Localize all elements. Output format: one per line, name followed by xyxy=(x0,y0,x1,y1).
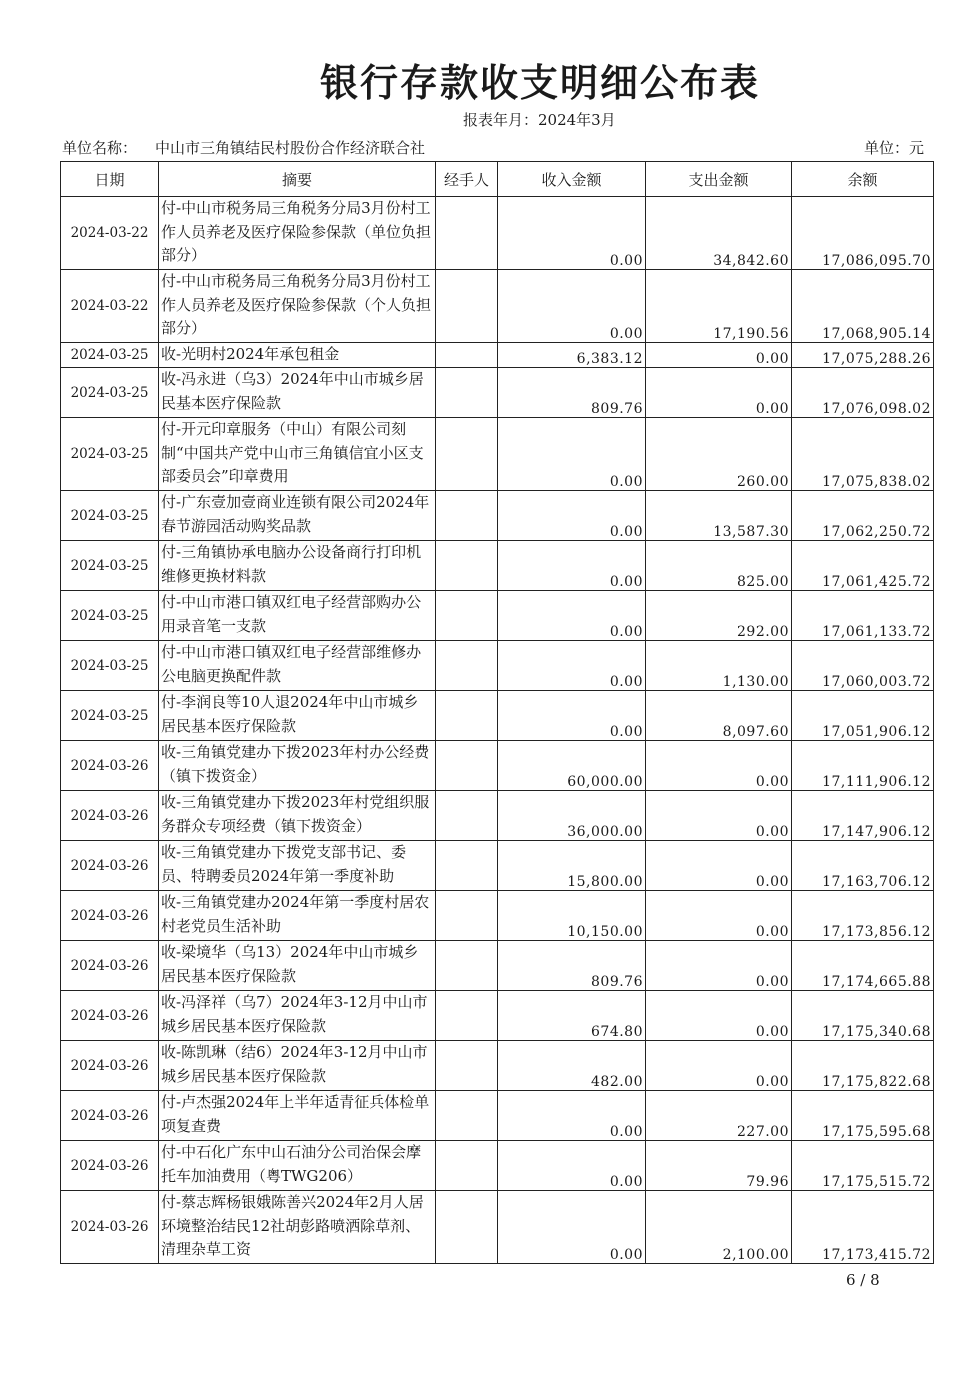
cell-expense: 34,842.60 xyxy=(646,197,792,270)
cell-income: 36,000.00 xyxy=(498,791,646,841)
cell-income: 674.80 xyxy=(498,991,646,1041)
cell-summary: 付-中山市港口镇双红电子经营部维修办公电脑更换配件款 xyxy=(159,641,436,691)
cell-income: 0.00 xyxy=(498,491,646,541)
cell-date: 2024-03-26 xyxy=(61,791,159,841)
cell-expense: 17,190.56 xyxy=(646,270,792,343)
cell-handler xyxy=(436,691,498,741)
table-row xyxy=(61,741,934,791)
cell-income: 0.00 xyxy=(498,541,646,591)
cell-summary: 收-梁境华（乌13）2024年中山市城乡居民基本医疗保险款 xyxy=(159,941,436,991)
cell-summary: 付-中石化广东中山石油分公司治保会摩托车加油费用（粤TWG206） xyxy=(159,1141,436,1191)
table-header-row xyxy=(61,162,934,197)
cell-balance: 17,075,838.02 xyxy=(792,418,934,491)
cell-handler xyxy=(436,991,498,1041)
cell-handler xyxy=(436,491,498,541)
cell-balance: 17,175,822.68 xyxy=(792,1041,934,1091)
cell-summary: 收-三角镇党建办下拨党支部书记、委员、特聘委员2024年第一季度补助 xyxy=(159,841,436,891)
cell-income: 0.00 xyxy=(498,418,646,491)
cell-date: 2024-03-22 xyxy=(61,197,159,270)
table-row xyxy=(61,1041,934,1091)
table-row xyxy=(61,841,934,891)
cell-date: 2024-03-25 xyxy=(61,343,159,368)
cell-balance: 17,174,665.88 xyxy=(792,941,934,991)
cell-date: 2024-03-26 xyxy=(61,1041,159,1091)
cell-handler xyxy=(436,791,498,841)
cell-balance: 17,086,095.70 xyxy=(792,197,934,270)
header-summary: 摘要 xyxy=(159,162,436,197)
cell-income: 15,800.00 xyxy=(498,841,646,891)
cell-handler xyxy=(436,1091,498,1141)
unit-name-line xyxy=(62,137,425,158)
ledger-table xyxy=(60,161,934,1264)
cell-income: 0.00 xyxy=(498,691,646,741)
header-expense: 支出金额 xyxy=(646,162,792,197)
cell-summary: 付-广东壹加壹商业连锁有限公司2024年春节游园活动购奖品款 xyxy=(159,491,436,541)
table-row xyxy=(61,541,934,591)
cell-date: 2024-03-26 xyxy=(61,741,159,791)
table-row xyxy=(61,368,934,418)
cell-expense: 227.00 xyxy=(646,1091,792,1141)
cell-expense: 825.00 xyxy=(646,541,792,591)
currency-unit: 单位：元 xyxy=(863,139,924,157)
table-row xyxy=(61,641,934,691)
table-row xyxy=(61,691,934,741)
cell-date: 2024-03-26 xyxy=(61,1091,159,1141)
table-row xyxy=(61,791,934,841)
cell-summary: 收-三角镇党建办下拨2023年村办公经费（镇下拨资金） xyxy=(159,741,436,791)
cell-expense: 8,097.60 xyxy=(646,691,792,741)
cell-income: 6,383.12 xyxy=(498,343,646,368)
cell-balance: 17,060,003.72 xyxy=(792,641,934,691)
cell-balance: 17,175,595.68 xyxy=(792,1091,934,1141)
cell-expense: 13,587.30 xyxy=(646,491,792,541)
cell-handler xyxy=(436,343,498,368)
cell-summary: 付-中山市税务局三角税务分局3月份村工作人员养老及医疗保险参保款（个人负担部分） xyxy=(159,270,436,343)
cell-date: 2024-03-25 xyxy=(61,641,159,691)
cell-balance: 17,163,706.12 xyxy=(792,841,934,891)
cell-expense: 0.00 xyxy=(646,791,792,841)
table-row xyxy=(61,491,934,541)
cell-handler xyxy=(436,941,498,991)
cell-balance: 17,062,250.72 xyxy=(792,491,934,541)
cell-expense: 0.00 xyxy=(646,343,792,368)
cell-summary: 收-三角镇党建办2024年第一季度村居农村老党员生活补助 xyxy=(159,891,436,941)
cell-summary: 付-三角镇协承电脑办公设备商行打印机维修更换材料款 xyxy=(159,541,436,591)
cell-handler xyxy=(436,1041,498,1091)
cell-date: 2024-03-26 xyxy=(61,1141,159,1191)
cell-expense: 0.00 xyxy=(646,368,792,418)
cell-date: 2024-03-26 xyxy=(61,1191,159,1264)
cell-handler xyxy=(436,1191,498,1264)
cell-summary: 付-开元印章服务（中山）有限公司刻制“中国共产党中山市三角镇信宜小区支部委员会”印章费用 xyxy=(159,418,436,491)
cell-expense: 0.00 xyxy=(646,741,792,791)
cell-balance: 17,147,906.12 xyxy=(792,791,934,841)
cell-expense: 0.00 xyxy=(646,991,792,1041)
table-row xyxy=(61,1141,934,1191)
cell-expense: 79.96 xyxy=(646,1141,792,1191)
cell-income: 0.00 xyxy=(498,197,646,270)
cell-summary: 收-陈凯琳（结6）2024年3-12月中山市城乡居民基本医疗保险款 xyxy=(159,1041,436,1091)
ledger-body xyxy=(61,197,934,1264)
cell-expense: 2,100.00 xyxy=(646,1191,792,1264)
cell-income: 0.00 xyxy=(498,270,646,343)
cell-summary: 收-三角镇党建办下拨2023年村党组织服务群众专项经费（镇下拨资金） xyxy=(159,791,436,841)
cell-balance: 17,173,856.12 xyxy=(792,891,934,941)
header-balance: 余额 xyxy=(792,162,934,197)
cell-summary: 收-光明村2024年承包租金 xyxy=(159,343,436,368)
cell-date: 2024-03-25 xyxy=(61,591,159,641)
cell-date: 2024-03-25 xyxy=(61,418,159,491)
cell-balance: 17,068,905.14 xyxy=(792,270,934,343)
cell-handler xyxy=(436,418,498,491)
table-row xyxy=(61,343,934,368)
cell-income: 0.00 xyxy=(498,641,646,691)
header-handler: 经手人 xyxy=(436,162,498,197)
cell-income: 809.76 xyxy=(498,941,646,991)
cell-handler xyxy=(436,841,498,891)
cell-income: 10,150.00 xyxy=(498,891,646,941)
table-row xyxy=(61,891,934,941)
cell-handler xyxy=(436,270,498,343)
cell-date: 2024-03-25 xyxy=(61,691,159,741)
cell-handler xyxy=(436,541,498,591)
header-date: 日期 xyxy=(61,162,159,197)
table-row xyxy=(61,418,934,491)
table-row xyxy=(61,991,934,1041)
cell-summary: 付-蔡志辉杨银娥陈善兴2024年2月人居环境整治结民12社胡彭路喷洒除草剂、清理杂草工资 xyxy=(159,1191,436,1264)
table-row xyxy=(61,270,934,343)
cell-date: 2024-03-25 xyxy=(61,541,159,591)
table-row xyxy=(61,197,934,270)
cell-balance: 17,076,098.02 xyxy=(792,368,934,418)
cell-expense: 260.00 xyxy=(646,418,792,491)
cell-expense: 1,130.00 xyxy=(646,641,792,691)
header-income: 收入金额 xyxy=(498,162,646,197)
cell-balance: 17,075,288.26 xyxy=(792,343,934,368)
cell-summary: 收-冯泽祥（乌7）2024年3-12月中山市城乡居民基本医疗保险款 xyxy=(159,991,436,1041)
cell-income: 0.00 xyxy=(498,591,646,641)
table-row xyxy=(61,941,934,991)
cell-expense: 0.00 xyxy=(646,941,792,991)
cell-date: 2024-03-22 xyxy=(61,270,159,343)
unit-name-label: 单位名称： xyxy=(62,139,138,157)
cell-date: 2024-03-26 xyxy=(61,891,159,941)
cell-handler xyxy=(436,368,498,418)
cell-balance: 17,061,133.72 xyxy=(792,591,934,641)
cell-income: 809.76 xyxy=(498,368,646,418)
cell-income: 482.00 xyxy=(498,1041,646,1091)
cell-summary: 付-李润良等10人退2024年中山市城乡居民基本医疗保险款 xyxy=(159,691,436,741)
cell-handler xyxy=(436,197,498,270)
cell-expense: 0.00 xyxy=(646,891,792,941)
cell-income: 0.00 xyxy=(498,1191,646,1264)
cell-handler xyxy=(436,1141,498,1191)
cell-income: 0.00 xyxy=(498,1091,646,1141)
cell-expense: 292.00 xyxy=(646,591,792,641)
cell-balance: 17,175,340.68 xyxy=(792,991,934,1041)
cell-expense: 0.00 xyxy=(646,1041,792,1091)
cell-handler xyxy=(436,641,498,691)
cell-date: 2024-03-26 xyxy=(61,991,159,1041)
unit-name-value: 中山市三角镇结民村股份合作经济联合社 xyxy=(155,139,426,157)
cell-date: 2024-03-25 xyxy=(61,368,159,418)
table-row xyxy=(61,1091,934,1141)
cell-summary: 付-卢杰强2024年上半年适青征兵体检单项复查费 xyxy=(159,1091,436,1141)
cell-income: 0.00 xyxy=(498,1141,646,1191)
table-row xyxy=(61,1191,934,1264)
cell-date: 2024-03-26 xyxy=(61,841,159,891)
cell-handler xyxy=(436,741,498,791)
cell-handler xyxy=(436,891,498,941)
cell-handler xyxy=(436,591,498,641)
cell-balance: 17,173,415.72 xyxy=(792,1191,934,1264)
cell-balance: 17,111,906.12 xyxy=(792,741,934,791)
cell-summary: 付-中山市港口镇双红电子经营部购办公用录音笔一支款 xyxy=(159,591,436,641)
cell-balance: 17,051,906.12 xyxy=(792,691,934,741)
report-period: 报表年月：2024年3月 xyxy=(463,111,616,129)
cell-balance: 17,061,425.72 xyxy=(792,541,934,591)
cell-summary: 收-冯永进（乌3）2024年中山市城乡居民基本医疗保险款 xyxy=(159,368,436,418)
cell-date: 2024-03-26 xyxy=(61,941,159,991)
cell-date: 2024-03-25 xyxy=(61,491,159,541)
cell-income: 60,000.00 xyxy=(498,741,646,791)
cell-balance: 17,175,515.72 xyxy=(792,1141,934,1191)
table-row xyxy=(61,591,934,641)
cell-summary: 付-中山市税务局三角税务分局3月份村工作人员养老及医疗保险参保款（单位负担部分） xyxy=(159,197,436,270)
report-title: 银行存款收支明细公布表 xyxy=(319,61,760,105)
cell-expense: 0.00 xyxy=(646,841,792,891)
page-number: 6 / 8 xyxy=(846,1271,880,1289)
